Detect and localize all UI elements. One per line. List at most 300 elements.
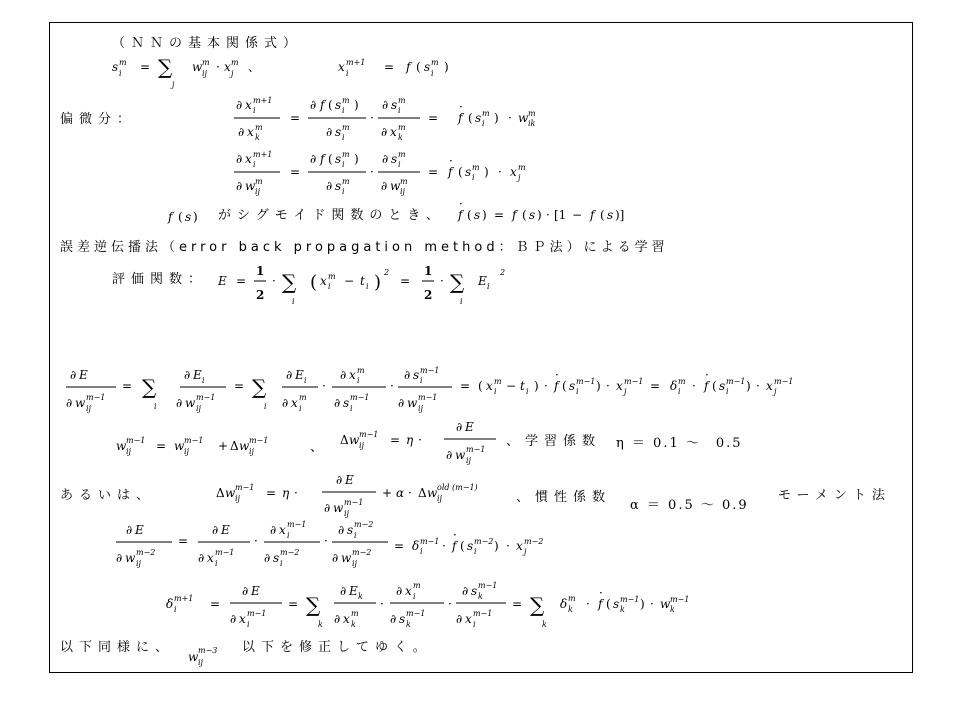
svg-text:w: w (239, 439, 250, 453)
svg-text:s: s (399, 612, 406, 626)
svg-text:x: x (291, 396, 298, 410)
svg-text:j: j (524, 547, 527, 556)
svg-text:(: ( (562, 379, 567, 393)
svg-text:∂: ∂ (382, 152, 389, 166)
svg-text:k: k (318, 620, 323, 629)
svg-text:w: w (341, 551, 352, 565)
svg-text:(: ( (467, 208, 472, 222)
svg-text:∂: ∂ (282, 396, 289, 410)
svg-text:m−1: m−1 (249, 436, 269, 445)
svg-text:2: 2 (500, 268, 506, 277)
svg-text:): ) (596, 379, 601, 393)
svg-text:m: m (357, 366, 365, 375)
svg-text:=: = (156, 439, 167, 453)
svg-text:ij: ij (466, 456, 472, 465)
svg-text:·: · (508, 111, 512, 125)
svg-text:∂: ∂ (381, 125, 388, 139)
svg-text:m−1: m−1 (478, 581, 498, 590)
svg-text:x: x (245, 152, 252, 166)
svg-text:i: i (342, 106, 345, 115)
svg-text:m−1: m−1 (670, 595, 690, 604)
svg-text:[1: [1 (554, 208, 567, 222)
svg-text:f: f (512, 208, 517, 222)
formula-weight-update (116, 420, 496, 465)
svg-text:∂: ∂ (236, 179, 243, 193)
svg-text:i: i (253, 160, 256, 169)
svg-text:·: · (390, 379, 394, 393)
svg-text:=: = (178, 534, 189, 548)
svg-text:k: k (478, 592, 483, 601)
svg-text:ij: ij (437, 494, 443, 503)
svg-text:m−1: m−1 (247, 609, 267, 618)
svg-text:=: = (290, 165, 301, 179)
svg-text:i: i (287, 531, 290, 540)
svg-text:m: m (299, 393, 307, 402)
svg-text:i: i (304, 376, 307, 385)
label-similarly: 以下同様に、 (60, 640, 175, 655)
svg-text:i: i (280, 559, 283, 568)
svg-text:k: k (406, 620, 411, 629)
svg-text:f: f (704, 379, 709, 393)
svg-text:、: 、 (248, 60, 261, 74)
svg-text:·: · (555, 368, 559, 382)
svg-text:ij: ij (344, 509, 350, 518)
label-moment-method: モーメント法 (778, 488, 891, 503)
svg-text:m−1: m−1 (235, 483, 255, 492)
svg-text:m: m (342, 123, 350, 132)
formula-w-m-minus-3 (188, 646, 217, 667)
svg-text:j: j (231, 69, 234, 78)
svg-text:i: i (487, 282, 490, 291)
svg-text:x: x (343, 612, 350, 626)
svg-text:m: m (231, 58, 239, 67)
svg-text:∂: ∂ (462, 584, 469, 598)
svg-text:·: · (324, 534, 328, 548)
svg-text:m−1: m−1 (418, 393, 438, 402)
label-modify-below: 以下を修正してゆく。 (242, 640, 432, 655)
svg-text:): ) (482, 208, 487, 222)
svg-text:i: i (420, 376, 423, 385)
svg-text:j: j (518, 173, 521, 182)
svg-text:ij: ij (202, 69, 208, 78)
svg-text:∂: ∂ (66, 396, 73, 410)
svg-text:·: · (408, 486, 412, 500)
svg-text:w: w (455, 448, 466, 462)
svg-text:i: i (482, 119, 485, 128)
svg-text:(: ( (460, 539, 465, 553)
svg-text:η: η (406, 433, 414, 447)
svg-text:·: · (448, 597, 452, 611)
formula-bp-gradient (66, 366, 793, 413)
svg-text:∂: ∂ (198, 551, 205, 565)
svg-text:): ) (484, 165, 489, 179)
svg-text:s: s (471, 584, 478, 598)
svg-text:s: s (467, 539, 474, 553)
svg-text:s: s (607, 208, 614, 222)
svg-text:i: i (398, 160, 401, 169)
formula-partial-w (234, 150, 526, 196)
svg-text:=: = (234, 379, 245, 393)
svg-text:m−1: m−1 (350, 393, 370, 402)
svg-text:k: k (568, 605, 573, 614)
svg-text:): ) (374, 272, 382, 293)
svg-text:∂: ∂ (326, 125, 333, 139)
svg-text:m: m (398, 96, 406, 105)
svg-text:E: E (349, 584, 358, 598)
svg-text:=: = (236, 274, 247, 288)
svg-text:∂: ∂ (456, 420, 463, 434)
svg-text:E: E (465, 420, 474, 434)
svg-text:i: i (342, 160, 345, 169)
svg-text:∂: ∂ (270, 523, 277, 537)
svg-text:E: E (251, 584, 260, 598)
bp-title: 誤差逆伝播法（error back propagation method：ＢＰ法）による学習 (60, 240, 669, 255)
svg-text:m: m (494, 377, 502, 386)
svg-text:i: i (354, 531, 357, 540)
svg-text:x: x (245, 98, 252, 112)
svg-text:f: f (168, 210, 173, 224)
svg-text:∂: ∂ (340, 584, 347, 598)
svg-text:x: x (320, 274, 327, 288)
svg-text:i: i (494, 387, 497, 396)
svg-text:s: s (335, 125, 342, 139)
svg-text:∂: ∂ (236, 98, 243, 112)
label-alternatively: あるいは、 (60, 488, 156, 503)
svg-text:i: i (474, 547, 477, 556)
svg-text:j: j (172, 80, 175, 89)
svg-text:=: = (266, 486, 277, 500)
svg-text:∂: ∂ (334, 396, 341, 410)
svg-text:=: = (122, 379, 133, 393)
svg-text:ij: ij (86, 404, 92, 413)
svg-text:f: f (406, 60, 411, 74)
svg-text:·: · (606, 379, 610, 393)
svg-text:∂: ∂ (336, 473, 343, 487)
svg-text:·: · (459, 197, 463, 211)
svg-text:δ: δ (166, 597, 174, 611)
svg-text:w: w (116, 439, 127, 453)
svg-text:∑: ∑ (282, 270, 297, 294)
svg-text:i: i (119, 69, 122, 78)
svg-text:w: w (333, 501, 344, 515)
svg-text:·: · (272, 274, 276, 288)
svg-text:α: α (396, 486, 405, 500)
svg-text:m: m (328, 272, 336, 281)
svg-text:i: i (357, 376, 360, 385)
svg-text:(: ( (606, 597, 611, 611)
svg-text:ij: ij (184, 447, 190, 456)
svg-text:E: E (79, 368, 88, 382)
svg-text:=: = (290, 111, 301, 125)
svg-text:E: E (221, 523, 230, 537)
svg-text:k: k (542, 620, 547, 629)
svg-text:ij: ij (255, 187, 261, 196)
svg-text:x: x (279, 523, 286, 537)
svg-text:E: E (135, 523, 144, 537)
svg-text:m+1: m+1 (346, 58, 366, 67)
svg-text:w: w (390, 179, 401, 193)
svg-text:∂: ∂ (446, 448, 453, 462)
svg-text:m−1: m−1 (196, 393, 216, 402)
svg-text:i: i (413, 592, 416, 601)
svg-text:i: i (460, 297, 463, 306)
svg-text:)]: )] (615, 208, 625, 222)
svg-text:s: s (335, 152, 342, 166)
label-inertia-coefficient: 、慣性係数 (516, 490, 612, 505)
svg-text:i: i (346, 69, 349, 78)
svg-text:η: η (282, 486, 290, 500)
svg-text:ij: ij (136, 559, 142, 568)
svg-text:=: = (650, 379, 661, 393)
svg-text:x: x (486, 379, 493, 393)
svg-text:(: ( (178, 210, 183, 224)
svg-text:i: i (342, 187, 345, 196)
svg-text:f: f (320, 152, 325, 166)
label-evaluation-function: 評価関数： (112, 272, 208, 287)
svg-text:): ) (193, 210, 198, 224)
svg-text:ij: ij (198, 658, 204, 667)
svg-text:s: s (343, 396, 350, 410)
svg-text:·: · (586, 597, 590, 611)
svg-text:t: t (520, 379, 525, 393)
svg-text:·: · (370, 165, 374, 179)
svg-text:): ) (354, 98, 359, 112)
svg-text:w: w (174, 439, 185, 453)
svg-text:i: i (154, 402, 157, 411)
svg-text:=: = (288, 597, 299, 611)
svg-text:·: · (418, 433, 422, 447)
svg-text:s: s (391, 98, 398, 112)
svg-text:s: s (347, 523, 354, 537)
svg-text:E: E (218, 274, 227, 288)
svg-text:w: w (185, 396, 196, 410)
svg-text:∂: ∂ (396, 584, 403, 598)
svg-text:x: x (239, 612, 246, 626)
svg-text:∂: ∂ (404, 368, 411, 382)
svg-text:m−1: m−1 (215, 548, 235, 557)
svg-text:·: · (380, 597, 384, 611)
svg-text:m−1: m−1 (420, 537, 440, 546)
svg-text:m: m (482, 109, 490, 118)
svg-text:∂: ∂ (382, 98, 389, 112)
svg-text:x: x (338, 60, 345, 74)
svg-text:E: E (345, 473, 354, 487)
svg-text:w: w (518, 111, 529, 125)
svg-text:∂: ∂ (176, 396, 183, 410)
svg-text:·: · (705, 368, 709, 382)
svg-text:m−1: m−1 (726, 377, 746, 386)
svg-text:∑: ∑ (306, 593, 321, 617)
svg-text:m: m (202, 58, 210, 67)
svg-text:∂: ∂ (338, 523, 345, 537)
formula-momentum (216, 473, 478, 518)
svg-text:x: x (510, 165, 517, 179)
svg-text:i: i (576, 387, 579, 396)
svg-text:w: w (75, 396, 86, 410)
svg-text:(: ( (458, 165, 463, 179)
svg-text:s: s (569, 379, 576, 393)
svg-text:i: i (472, 173, 475, 182)
svg-text:): ) (640, 597, 645, 611)
svg-text:m: m (342, 150, 350, 159)
svg-text:·: · (370, 111, 374, 125)
svg-text:m: m (528, 109, 536, 118)
heading-nn-relations: （ＮＮの基本関係式） (112, 36, 303, 51)
svg-text:∑: ∑ (142, 375, 157, 399)
svg-text:+: + (382, 486, 393, 500)
svg-text:∂: ∂ (340, 368, 347, 382)
svg-text:s: s (465, 165, 472, 179)
svg-text:∂: ∂ (310, 152, 317, 166)
svg-text:): ) (444, 60, 449, 74)
svg-text:k: k (358, 592, 363, 601)
svg-text:k: k (398, 133, 403, 142)
svg-text:j: j (624, 387, 627, 396)
svg-text:=: = (512, 597, 523, 611)
svg-text:=: = (428, 165, 439, 179)
svg-text:): ) (354, 152, 359, 166)
svg-text:s: s (424, 60, 431, 74)
svg-text:·: · (449, 154, 453, 168)
svg-text:s: s (391, 152, 398, 166)
label-partial-derivative: 偏微分： (60, 112, 137, 127)
svg-text:ij: ij (126, 447, 132, 456)
svg-text:s: s (185, 210, 192, 224)
svg-text:∂: ∂ (116, 551, 123, 565)
svg-text:m: m (255, 123, 263, 132)
svg-text:−: − (506, 379, 517, 393)
svg-text:i: i (726, 387, 729, 396)
svg-text:m+1: m+1 (253, 150, 273, 159)
svg-text:∂: ∂ (334, 612, 341, 626)
svg-text:x: x (516, 539, 523, 553)
svg-text:δ: δ (412, 539, 420, 553)
svg-text:m: m (678, 377, 686, 386)
svg-text:·: · (650, 597, 654, 611)
svg-text:x: x (405, 584, 412, 598)
svg-text:w: w (427, 486, 438, 500)
svg-text:(: ( (468, 111, 473, 125)
svg-text:s: s (529, 208, 536, 222)
svg-text:δ: δ (670, 379, 678, 393)
svg-text:E: E (295, 368, 304, 382)
svg-text:+: + (218, 439, 229, 453)
svg-text:f: f (554, 379, 559, 393)
svg-text:f: f (448, 165, 453, 179)
svg-text:m−1: m−1 (576, 377, 596, 386)
svg-text:i: i (678, 387, 681, 396)
svg-text:i: i (299, 404, 302, 413)
svg-text:·: · (453, 528, 457, 542)
svg-text:s: s (613, 597, 620, 611)
svg-text:=: = (390, 433, 401, 447)
svg-text:): ) (537, 208, 542, 222)
svg-text:j: j (774, 387, 777, 396)
sigmoid-note: がシグモイド関数のとき、 (218, 208, 445, 223)
svg-text:m: m (398, 150, 406, 159)
svg-text:∂: ∂ (70, 368, 77, 382)
formula-evaluation (217, 264, 505, 306)
svg-text:·: · (506, 539, 510, 553)
svg-text:k: k (255, 133, 260, 142)
svg-text:i: i (292, 297, 295, 306)
svg-text:x: x (349, 368, 356, 382)
svg-text:=: = (210, 597, 221, 611)
svg-text:∑: ∑ (450, 270, 465, 294)
svg-text:s: s (335, 179, 342, 193)
svg-text:−: − (344, 274, 355, 288)
svg-text:m: m (255, 177, 263, 186)
svg-text:m: m (413, 581, 421, 590)
svg-text:·: · (322, 379, 326, 393)
svg-text:m−1: m−1 (624, 377, 644, 386)
svg-text:f: f (458, 208, 463, 222)
svg-text:m: m (342, 96, 350, 105)
svg-text:(: ( (712, 379, 717, 393)
svg-text:i: i (398, 106, 401, 115)
svg-text:=: = (140, 60, 151, 74)
svg-text:s: s (273, 551, 280, 565)
svg-text:∑: ∑ (530, 593, 545, 617)
svg-text:s: s (413, 368, 420, 382)
svg-text:∂: ∂ (264, 551, 271, 565)
svg-text:i: i (202, 376, 205, 385)
formula-delta-recursion (166, 581, 689, 629)
svg-text:ik: ik (528, 119, 536, 128)
svg-text:E: E (193, 368, 202, 382)
svg-text:Δ: Δ (340, 433, 349, 447)
svg-text:m: m (398, 123, 406, 132)
svg-text:(: ( (478, 379, 483, 393)
svg-text:s: s (112, 60, 119, 74)
svg-text:=: = (384, 60, 395, 74)
svg-text:m: m (472, 163, 480, 172)
svg-text:k: k (351, 620, 356, 629)
svg-text:(: ( (416, 60, 421, 74)
svg-text:ij: ij (196, 404, 202, 413)
svg-text:m−2: m−2 (524, 537, 544, 546)
svg-text:i: i (431, 69, 434, 78)
svg-text:w: w (660, 597, 671, 611)
comma-separator: 、 (310, 440, 330, 455)
svg-text:∂: ∂ (230, 612, 237, 626)
svg-text:∂: ∂ (310, 98, 317, 112)
svg-text:2: 2 (424, 288, 433, 302)
svg-text:f: f (452, 539, 457, 553)
svg-text:∂: ∂ (324, 501, 331, 515)
svg-text:w: w (192, 60, 203, 74)
svg-text:m−1: m−1 (473, 609, 493, 618)
svg-text:∂: ∂ (326, 179, 333, 193)
svg-text:m−1: m−1 (184, 436, 204, 445)
svg-text:): ) (746, 379, 751, 393)
svg-text:∂: ∂ (212, 523, 219, 537)
svg-text:∂: ∂ (398, 396, 405, 410)
svg-text:f: f (598, 597, 603, 611)
inertia-value: α ＝ 0.5 ～ 0.9 (630, 498, 749, 513)
svg-text:m−1: m−1 (466, 445, 486, 454)
svg-text:m−3: m−3 (198, 646, 218, 655)
svg-text:m−1: m−1 (287, 520, 307, 529)
svg-text:s: s (335, 98, 342, 112)
svg-text:ij: ij (235, 494, 241, 503)
svg-text:w: w (125, 551, 136, 565)
formula-sigmoid (167, 197, 624, 224)
svg-text:): ) (494, 111, 499, 125)
svg-text:s: s (475, 111, 482, 125)
svg-text:m+1: m+1 (253, 96, 273, 105)
svg-text:i: i (420, 547, 423, 556)
